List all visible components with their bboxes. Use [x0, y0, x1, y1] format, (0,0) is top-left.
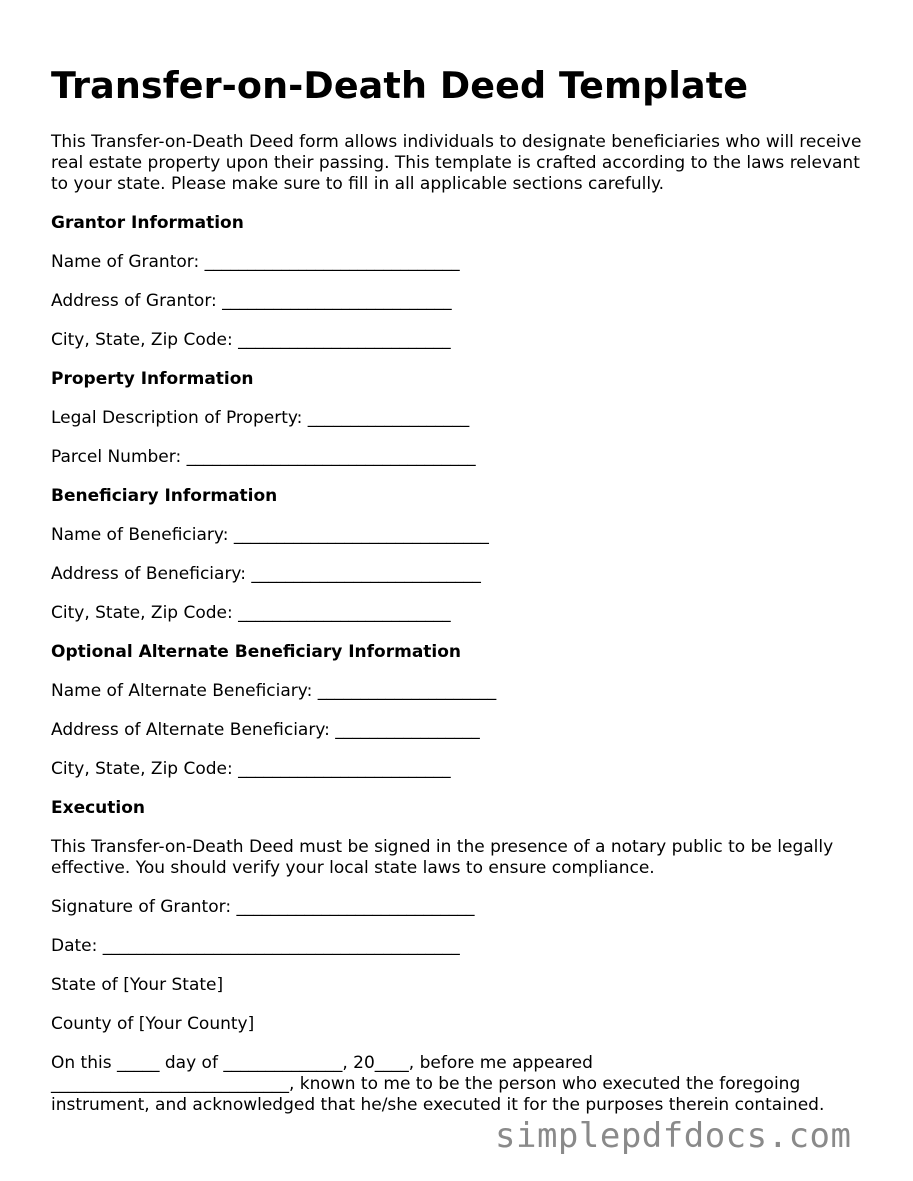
state-line: State of [Your State] [51, 975, 224, 995]
beneficiary-city-field: City, State, Zip Code: _________________________ [51, 603, 451, 623]
execution-note: This Transfer-on-Death Deed must be signed in the presence of a notary public to be legally effective. You should verify your local state laws to ensure compliance. [51, 837, 834, 878]
beneficiary-address-field: Address of Beneficiary: ___________________________ [51, 564, 481, 584]
beneficiary-heading: Beneficiary Information [51, 486, 278, 506]
property-legal-field: Legal Description of Property: ___________________ [51, 408, 470, 428]
execution-heading: Execution [51, 798, 146, 818]
notary-line: On this _____ day of ______________, 20____, before me appeared [51, 1053, 593, 1073]
grantor-city-field: City, State, Zip Code: _________________________ [51, 330, 451, 350]
alternate-name-field: Name of Alternate Beneficiary: _____________________ [51, 681, 497, 701]
alternate-address-field: Address of Alternate Beneficiary: _________________ [51, 720, 480, 740]
document-title: Transfer-on-Death Deed Template [51, 64, 749, 107]
grantor-address-field: Address of Grantor: ___________________________ [51, 291, 452, 311]
beneficiary-name-field: Name of Beneficiary: ______________________________ [51, 525, 489, 545]
date-field: Date: __________________________________________ [51, 936, 460, 956]
county-line: County of [Your County] [51, 1014, 255, 1034]
intro-paragraph: This Transfer-on-Death Deed form allows individuals to designate beneficiaries who will receive real estate property upon their passing. This template is crafted according to the laws relevant to your state. Please make sure to fill in all applicable sections carefully. [51, 132, 862, 194]
grantor-name-field: Name of Grantor: ______________________________ [51, 252, 460, 272]
property-heading: Property Information [51, 369, 254, 389]
document-page [51, 64, 881, 1116]
notary-line: instrument, and acknowledged that he/she executed it for the purposes therein contained. [51, 1095, 825, 1115]
notary-line: ____________________________, known to me to be the person who executed the foregoing [51, 1074, 801, 1094]
site-watermark: simplepdfdocs.com [495, 1116, 852, 1156]
alternate-heading: Optional Alternate Beneficiary Information [51, 642, 462, 662]
alternate-city-field: City, State, Zip Code: _________________________ [51, 759, 451, 779]
notary-acknowledgment [51, 1053, 881, 1116]
signature-field: Signature of Grantor: ____________________________ [51, 897, 475, 917]
grantor-heading: Grantor Information [51, 213, 244, 233]
property-parcel-field: Parcel Number: __________________________________ [51, 447, 476, 467]
